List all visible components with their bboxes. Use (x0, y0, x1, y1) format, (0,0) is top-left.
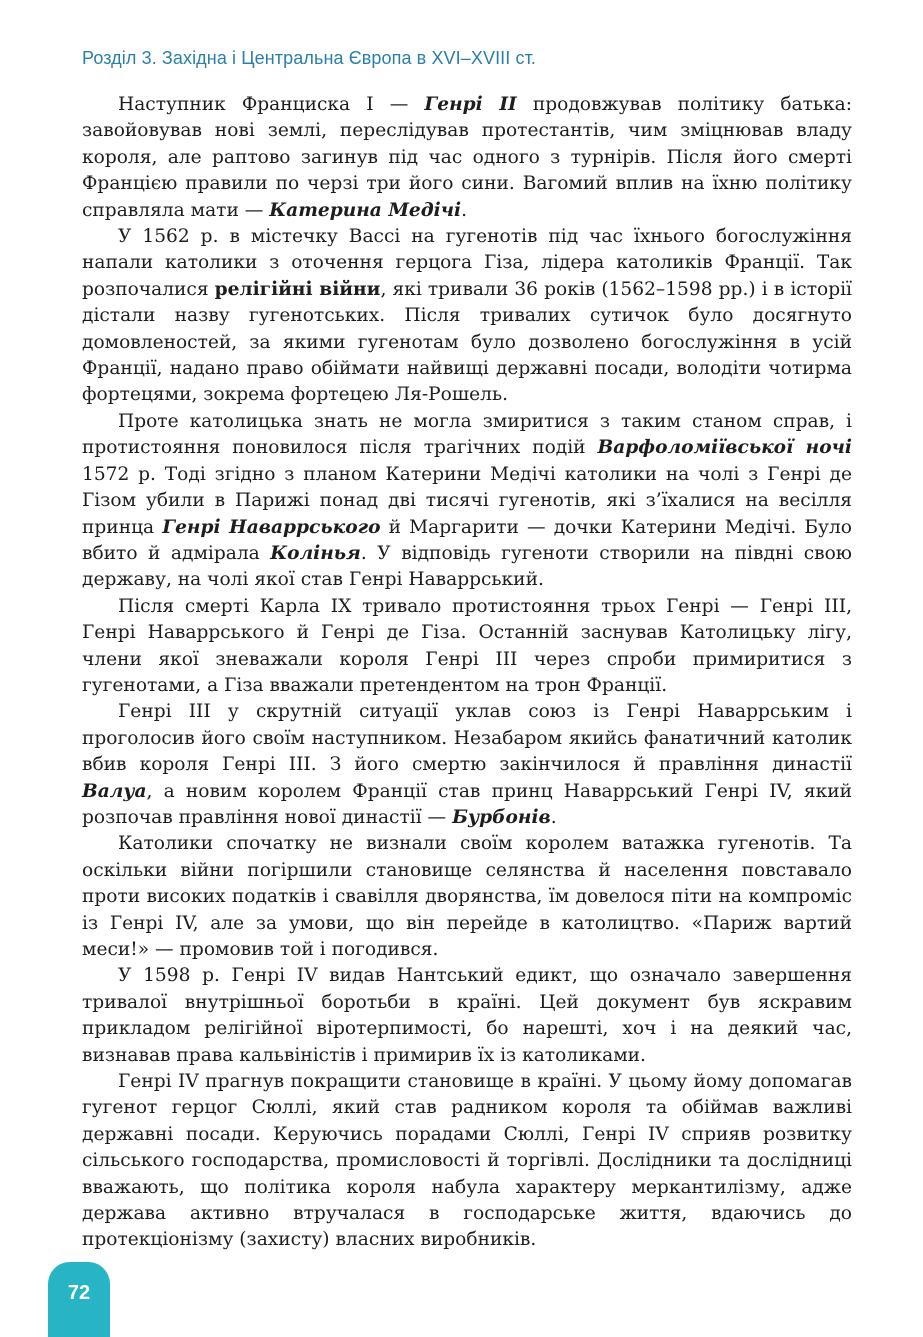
text-run: Католики спочатку не визнали своїм королем ватажка гугенотів. Та оскільки війни погіршили становище селянства й населення повставало проти високих податків і свавілля дворянства, їм довелося піти на компроміс із Генрі IV, але за умови, що він перейде в католицтво. «Париж вартий меси!» — промовив той і погодився. (82, 833, 852, 960)
bold-term: релігійні війни (214, 278, 381, 300)
paragraph (82, 831, 852, 963)
emphasized-term: Колінья (270, 542, 361, 564)
text-run: Після смерті Карла IX тривало протистояння трьох Генрі — Генрі III, Генрі Наваррського й Генрі де Гіза. Останній заснував Католицьку лігу, члени якої зневажали короля Генрі III через спроби примиритися з гугенотами, а Гіза вважали претендентом на трон Франції. (82, 595, 852, 696)
text-run: продовжував політику батька: завойовував нові землі, переслідував протестантів, чим зміцнював владу короля, але раптово загинув під час одного з турнірів. Після його смерті Францією правили по черзі три його сини. Вагомий вплив на їхню політику справляла мати — (82, 94, 853, 221)
text-run: , які тривали 36 років (1562–1598 рр.) і в історії дістали назву гугенотських. Після тривалих сутичок було досягнуто домовленостей, за якими гугенотам було дозволено богослужіння в усій Франції, надано право обіймати найвищі державні посади, володіти чотирма фортецями, зокрема фортецею Ля-Рошель. (82, 278, 853, 406)
page-number: 72 (67, 1282, 91, 1304)
page-number-tab (48, 1262, 110, 1337)
text-run: 1572 р. Тоді згідно з планом Катерини Медічі католики на чолі з Генрі де Гізом убили в Парижі понад дві тисячі гугенотів, які з’їхалися на весілля принца (82, 463, 852, 538)
paragraph (82, 963, 852, 1069)
emphasized-term: Бурбонів (452, 806, 551, 828)
text-run: Проте католицька знать не могла змиритися з таким станом справ, і протистояння поновилося після трагічних подій (82, 410, 852, 459)
emphasized-term: Катерина Медічі (269, 199, 462, 221)
text-run: Наступник Франциска І — (118, 94, 425, 115)
paragraph (82, 594, 852, 700)
text-run: У 1562 р. в містечку Вассі на гугенотів під час їхнього богослужіння напали католики з оточення герцога Гіза, лідера католиків Франції. Так розпочалися (82, 226, 852, 300)
emphasized-term: Генрі Наваррського (162, 516, 381, 538)
text-run: й Маргарити — дочки Катерини Медічі. Було вбито й адмірала (82, 516, 852, 564)
paragraph (82, 699, 852, 831)
paragraph (82, 92, 852, 224)
chapter-header: Розділ 3. Західна і Центральна Європа в XVI–XVIII ст. (82, 48, 537, 68)
text-run: . (461, 199, 468, 221)
text-run: У 1598 р. Генрі IV видав Нантський едикт, що означало завершення тривалої внутрішньої боротьби в країні. Цей документ був яскравим прикладом релігійної віротерпимості, бо нарешті, хоч і на деякий час, визнавав права кальвіністів і примирив їх із католиками. (82, 965, 852, 1066)
text-run: , а новим королем Франції став принц Наваррський Генрі IV, який розпочав правління нової династії — (82, 780, 852, 828)
paragraph (82, 409, 852, 594)
emphasized-term: Валуа (82, 780, 147, 802)
text-run: . (550, 806, 557, 828)
paragraph (82, 1069, 852, 1254)
text-run: Генрі III у скрутній ситуації уклав союз із Генрі Наваррським і проголосив його своїм наступником. Незабаром якийсь фанатичний католик вбив короля Генрі III. З його смертю закінчилося й правління династії (82, 701, 852, 776)
paragraph (82, 224, 852, 409)
body-text (82, 92, 852, 1254)
emphasized-term: Варфоломіївської ночі (597, 437, 852, 459)
text-run: . У відповідь гугеноти створили на півдні свою державу, на чолі якої став Генрі Наваррський. (82, 542, 852, 591)
text-run: Генрі IV прагнув покращити становище в країні. У цьому йому допомагав гугенот герцог Сюллі, який став радником короля та обіймав важливі державні посади. Керуючись порадами Сюллі, Генрі IV сприяв розвитку сільського господарства, промисловості й торгівлі. Дослідники та дослідниці вважають, що політика короля набула характеру меркантилізму, адже держава активно втручалася в господарське життя, вдаючись до протекціонізму (захисту) власних виробників. (82, 1071, 852, 1251)
emphasized-term: Генрі ІІ (424, 94, 517, 115)
